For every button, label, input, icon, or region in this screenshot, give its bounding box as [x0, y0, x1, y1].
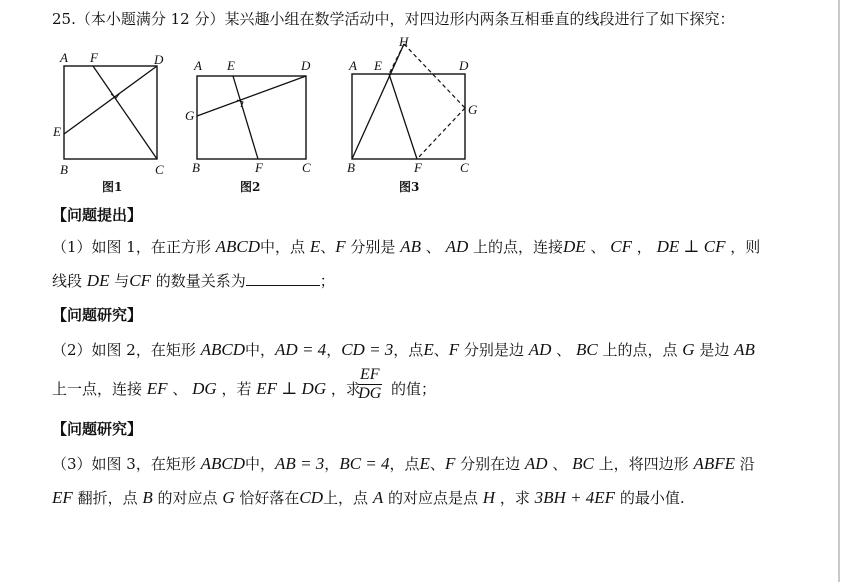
fig1-label-B: B — [60, 162, 68, 177]
fig2-label-G: G — [185, 108, 195, 123]
part2-line1: （2）如图 2，在矩形 ABCD中，AD = 4，CD = 3，点E、F 分别是边 AD 、 BC 上的点，点 G 是边 AB — [52, 340, 755, 359]
fraction-numerator: EF — [360, 366, 380, 383]
fig2-label-D: D — [301, 58, 311, 73]
fig2-label-B: B — [192, 160, 200, 175]
answer-blank[interactable] — [246, 271, 320, 286]
fig3-label-A: A — [349, 58, 357, 73]
fig3-label-H: H — [399, 36, 409, 49]
figure-3 — [347, 36, 478, 194]
fig3-label-F: F — [414, 160, 422, 175]
fig3-label-C: C — [460, 160, 469, 175]
figure-1 — [52, 50, 164, 194]
fig2-label-F: F — [255, 160, 263, 175]
fig1-label-D: D — [154, 52, 164, 67]
fig3-label-D: D — [459, 58, 469, 73]
part2-line2-tail: 的值； — [391, 380, 437, 398]
figures-panel — [44, 36, 484, 196]
fig1-label-E: E — [53, 124, 61, 139]
ratio-fraction — [358, 366, 382, 403]
fig2-label-E: E — [227, 58, 235, 73]
fig1-label-C: C — [155, 162, 164, 177]
fraction-denominator: DG — [358, 385, 382, 402]
fig3-caption: 图3 — [399, 180, 420, 194]
section-heading-1: 【问题提出】 — [52, 206, 143, 224]
part1-line1: （1）如图 1，在正方形 ABCD中，点 E、F 分别是 AB 、 AD 上的点，连接DE 、 CF ， DE ⊥ CF ，则 — [52, 237, 761, 256]
fig1-label-A: A — [60, 50, 68, 65]
page-edge — [838, 0, 840, 582]
fig3-label-G: G — [468, 102, 478, 117]
figure-2 — [185, 58, 311, 194]
section-heading-3: 【问题研究】 — [52, 420, 143, 438]
part3-line1: （3）如图 3，在矩形 ABCD中，AB = 3，BC = 4，点E、F 分别在边 AD 、 BC 上，将四边形 ABFE 沿 — [52, 454, 755, 473]
fig3-label-B: B — [347, 160, 355, 175]
fig2-caption: 图2 — [240, 180, 261, 194]
section-heading-2: 【问题研究】 — [52, 306, 143, 324]
part3-line2: EF 翻折，点 B 的对应点 G 恰好落在CD上，点 A 的对应点是点 H ，求 3BH + 4EF 的最小值. — [52, 488, 685, 507]
fig1-caption: 图1 — [102, 180, 123, 194]
fig2-label-C: C — [302, 160, 311, 175]
fig2-label-A: A — [194, 58, 202, 73]
part1-line2: 线段 DE 与CF 的数量关系为 ； — [52, 271, 335, 290]
question-header: 25.（本小题满分 12 分）某兴趣小组在数学活动中，对四边形内两条互相垂直的线段进行了如下探究： — [52, 10, 735, 28]
fig1-label-F: F — [90, 50, 98, 65]
fig3-label-E: E — [374, 58, 382, 73]
part2-line2: 上一点，连接 EF 、 DG ，若 EF ⊥ DG ，求 — [52, 379, 361, 398]
